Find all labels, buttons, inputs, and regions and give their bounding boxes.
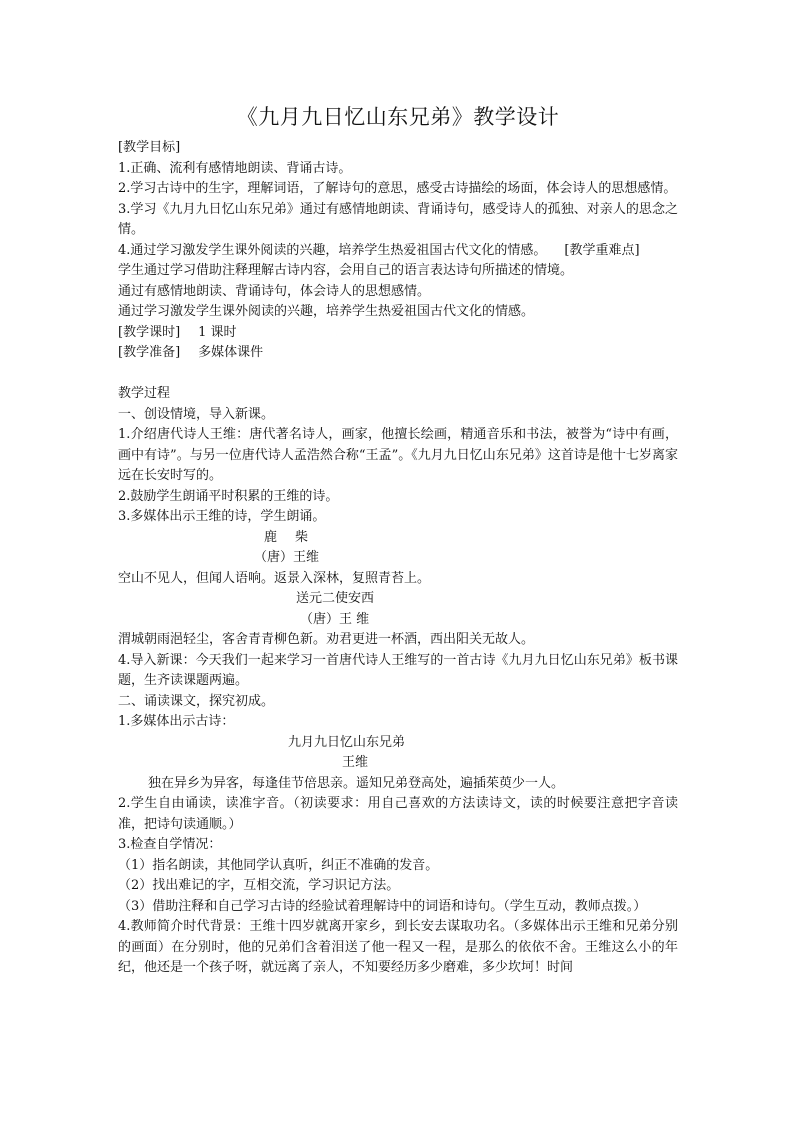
teaching-prep-row: [118, 343, 678, 364]
section-2-para-2: 2.学生自由诵读，读准字音。（初读要求：用自己喜欢的方法读诗文，读的时候要注意把字音读准，把诗句读通顺。）: [118, 796, 678, 832]
poem-2-text: 渭城朝雨浥轻尘，客舍青青柳色新。劝君更进一杯酒，西出阳关无故人。: [118, 632, 535, 647]
poem-3-author: 王维: [342, 755, 369, 770]
section-2-para-3: 3.检查自学情况：: [118, 837, 222, 852]
goals-heading: [教学目标]: [118, 140, 181, 155]
section-1-heading: 一、创设情境，导入新课。: [118, 406, 275, 422]
teaching-prep-value: 多媒体课件: [198, 345, 264, 360]
key-point-3: 通过学习激发学生课外阅读的兴趣，培养学生热爱祖国古代文化的情感。: [118, 304, 535, 319]
poem-3-text: 独在异乡为异客，每逢佳节倍思亲。遥知兄弟登高处，遍插茱萸少一人。: [148, 775, 565, 791]
section-2-heading: 二、诵读课文，探究初成。: [118, 693, 275, 709]
key-point-2: 通过有感情地朗读、背诵诗句，体会诗人的思想感情。: [118, 283, 431, 299]
goal-2: 2.学习古诗中的生字，理解词语，了解诗句的意思，感受古诗描绘的场面，体会诗人的思想感情。: [118, 181, 677, 196]
section-2-para-3a: （1）指名朗读，其他同学认真听，纠正不准确的发音。: [118, 857, 439, 873]
section-1-para-1: 1.介绍唐代诗人王维：唐代著名诗人，画家，他擅长绘画，精通音乐和书法，被誉为“诗中有画，画中有诗”。与另一位唐代诗人孟浩然合称“王孟”。《九月九日忆山东兄弟》这首诗是他十七岁离家远在长安时写的。: [118, 427, 678, 483]
poem-1-title-char-1: 鹿: [264, 529, 278, 545]
poem-1-text: 空山不见人，但闻人语响。返景入深林，复照青苔上。: [118, 570, 431, 586]
poem-1-title: [118, 528, 678, 549]
process-heading: 教学过程: [118, 386, 171, 401]
teaching-prep-label: [教学准备]: [118, 345, 181, 360]
poem-2-title: 送元二使安西: [296, 591, 375, 606]
teaching-hours-label: [教学课时]: [118, 324, 181, 340]
goal-4: 4.通过学习激发学生课外阅读的兴趣，培养学生热爱祖国古代文化的情感。: [118, 242, 547, 258]
section-2-para-3b: （2）找出难记的字，互相交流，学习识记方法。: [118, 878, 400, 893]
poem-1-author: （唐）王维: [254, 550, 320, 565]
teaching-hours-value: 1 课时: [198, 324, 237, 340]
section-1-para-3: 3.多媒体出示王维的诗，学生朗诵。: [118, 509, 326, 524]
poem-3-title: 九月九日忆山东兄弟: [288, 734, 406, 750]
document-page: [118, 100, 678, 979]
poem-2-author: （唐）王 维: [300, 611, 370, 627]
goal-3: 3.学习《九月九日忆山东兄弟》通过有感情地朗读、背诵诗句，感受诗人的孤独、对亲人的思念之情。: [118, 201, 678, 237]
key-points-heading: [教学重难点]: [564, 242, 640, 258]
section-2-para-1: 1.多媒体出示古诗：: [118, 714, 235, 729]
teaching-hours-row: [118, 323, 678, 344]
page-title: 《九月九日忆山东兄弟》教学设计: [236, 105, 560, 129]
key-point-1: 学生通过学习借助注释理解古诗内容，会用自己的语言表达诗句所描述的情境。: [118, 263, 574, 278]
poem-1-title-char-2: 柴: [295, 529, 309, 545]
goal-4-row: [118, 241, 678, 262]
section-1-para-2: 2.鼓励学生朗诵平时积累的王维的诗。: [118, 488, 339, 504]
section-2-para-3c: （3）借助注释和自己学习古诗的经验试着理解诗中的词语和诗句。（学生互动，教师点拨。）: [118, 898, 647, 914]
blank-line: [118, 364, 678, 385]
section-1-para-4: 4.导入新课：今天我们一起来学习一首唐代诗人王维写的一首古诗《九月九日忆山东兄弟》板书课题，生齐读课题两遍。: [118, 652, 678, 688]
section-2-para-4: 4.教师简介时代背景：王维十四岁就离开家乡，到长安去谋取功名。（多媒体出示王维和兄弟分别的画面）在分别时，他的兄弟们含着泪送了他一程又一程，是那么的依依不舍。王维这么小的年纪，他还是一个孩子呀，就远离了亲人，不知要经历多少磨难，多少坎坷！时间: [118, 919, 678, 975]
goal-1: 1.正确、流利有感情地朗读、背诵古诗。: [118, 160, 352, 176]
